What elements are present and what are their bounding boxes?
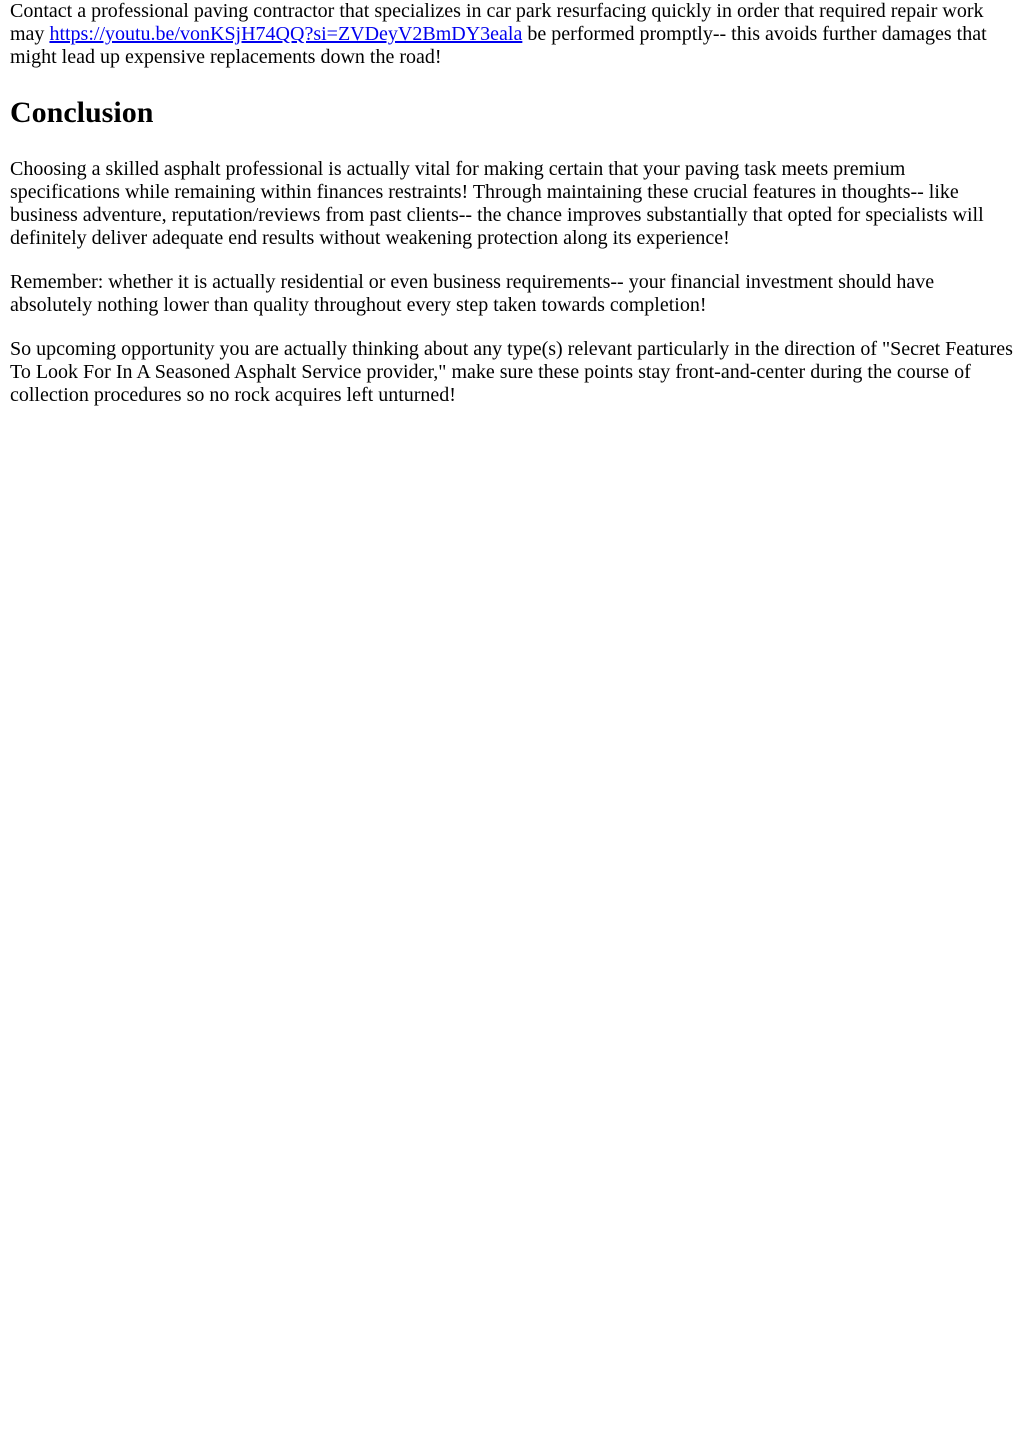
conclusion-paragraph-2: Remember: whether it is actually residential or even business requirements-- your financial investment should have absolutely nothing lower than quality throughout every step taken towards completion! [10, 271, 935, 316]
youtube-link[interactable]: https://youtu.be/vonKSjH74QQ?si=ZVDeyV2BmDY3eala [49, 23, 523, 45]
intro-text-after-link: be performed promptly-- this avoids further damages that might lead up expensive replacements down the road! [10, 23, 987, 68]
intro-text-before-link: Contact a professional paving contractor that specializes in car park resurfacing quickly in order that required repair work may [10, 0, 984, 45]
conclusion-paragraph-3: So upcoming opportunity you are actually thinking about any type(s) relevant particularly in the direction of "Secret Features To Look For In A Seasoned Asphalt Service provider," make sure these points stay front-and-center during the course of collection procedures so no rock acquires left unturned! [10, 338, 1013, 406]
conclusion-heading: Conclusion [10, 96, 154, 129]
document-page [0, 0, 1024, 407]
conclusion-paragraph-1: Choosing a skilled asphalt professional is actually vital for making certain that your paving task meets premium specifications while remaining within finances restraints! Through maintaining these crucial features in thoughts-- like business adventure, reputation/reviews from past clients-- the chance improves substantially that opted for specialists will definitely deliver adequate end results without weakening protection along its experience! [10, 158, 984, 249]
intro-paragraph [10, 0, 1014, 69]
